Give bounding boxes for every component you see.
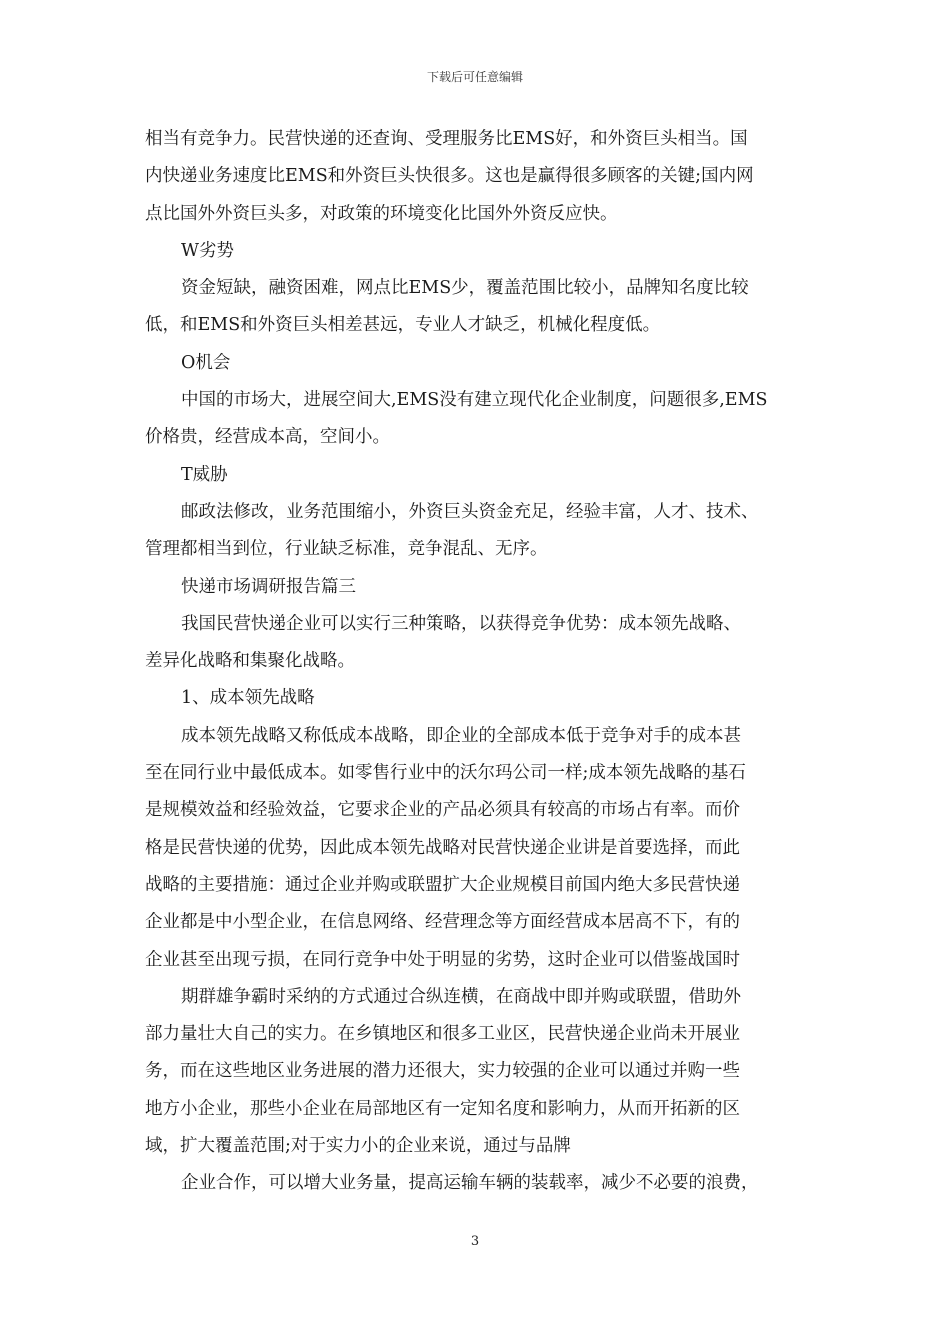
text-line: 企业合作，可以增大业务量，提高运输车辆的装载率，减少不必要的浪费， — [181, 1173, 759, 1194]
text-line: 管理都相当到位，行业缺乏标准，竞争混乱、无序。 — [145, 539, 548, 560]
text-line: 地方小企业，那些小企业在局部地区有一定知名度和影响力，从而开拓新的区 — [145, 1098, 740, 1119]
text-line: 中国的市场大，进展空间大,EMS没有建立现代化企业制度，问题很多,EMS — [181, 390, 768, 411]
text-line: 域，扩大覆盖范围;对于实力小的企业来说，通过与品牌 — [145, 1136, 571, 1157]
text-line: 低，和EMS和外资巨头相差甚远，专业人才缺乏，机械化程度低。 — [145, 315, 661, 336]
text-line: 是规模效益和经验效益，它要求企业的产品必须具有较高的市场占有率。而价 — [145, 800, 740, 821]
text-line: 邮政法修改，业务范围缩小，外资巨头资金充足，经验丰富，人才、技术、 — [181, 501, 759, 522]
text-line: 成本领先战略又称低成本战略，即企业的全部成本低于竞争对手的成本甚 — [181, 725, 741, 746]
text-line: 内快递业务速度比EMS和外资巨头快很多。这也是赢得很多顾客的关键;国内网 — [145, 166, 754, 187]
text-line: 价格贵，经营成本高，空间小。 — [145, 427, 390, 448]
text-line: 务，而在这些地区业务进展的潜力还很大，实力较强的企业可以通过并购一些 — [145, 1061, 740, 1082]
page-header: 下载后可任意编辑 — [426, 70, 523, 84]
text-line: 资金短缺，融资困难，网点比EMS少，覆盖范围比较小，品牌知名度比较 — [181, 278, 749, 299]
text-line: 企业都是中小型企业，在信息网络、经营理念等方面经营成本居高不下，有的 — [145, 912, 740, 933]
text-line: 点比国外外资巨头多，对政策的环境变化比国外外资反应快。 — [145, 203, 618, 224]
section-heading-opportunities: O机会 — [181, 352, 231, 373]
text-line: 企业甚至出现亏损，在同行竞争中处于明显的劣势，这时企业可以借鉴战国时 — [145, 949, 740, 970]
text-line: 差异化战略和集聚化战略。 — [145, 651, 355, 672]
text-line: 我国民营快递企业可以实行三种策略，以获得竞争优势：成本领先战略、 — [181, 613, 741, 634]
section-heading-part-three: 快递市场调研报告篇三 — [181, 576, 356, 597]
section-heading-cost-leadership: 1、成本领先战略 — [181, 688, 315, 709]
text-line: 部力量壮大自己的实力。在乡镇地区和很多工业区，民营快递企业尚未开展业 — [145, 1024, 740, 1045]
section-heading-weaknesses: W劣势 — [181, 240, 234, 261]
text-line: 至在同行业中最低成本。如零售行业中的沃尔玛公司一样;成本领先战略的基石 — [145, 763, 746, 784]
text-line: 相当有竞争力。民营快递的还查询、受理服务比EMS好，和外资巨头相当。国 — [145, 129, 748, 149]
text-line: 战略的主要措施：通过企业并购或联盟扩大企业规模目前国内绝大多民营快递 — [145, 874, 740, 895]
document-body — [145, 121, 825, 1203]
page-number: 3 — [470, 1234, 480, 1249]
text-line: 期群雄争霸时采纳的方式通过合纵连横，在商战中即并购或联盟，借助外 — [181, 986, 741, 1007]
text-line: 格是民营快递的优势，因此成本领先战略对民营快递企业讲是首要选择，而此 — [145, 837, 740, 858]
section-heading-threats: T威胁 — [181, 464, 228, 485]
